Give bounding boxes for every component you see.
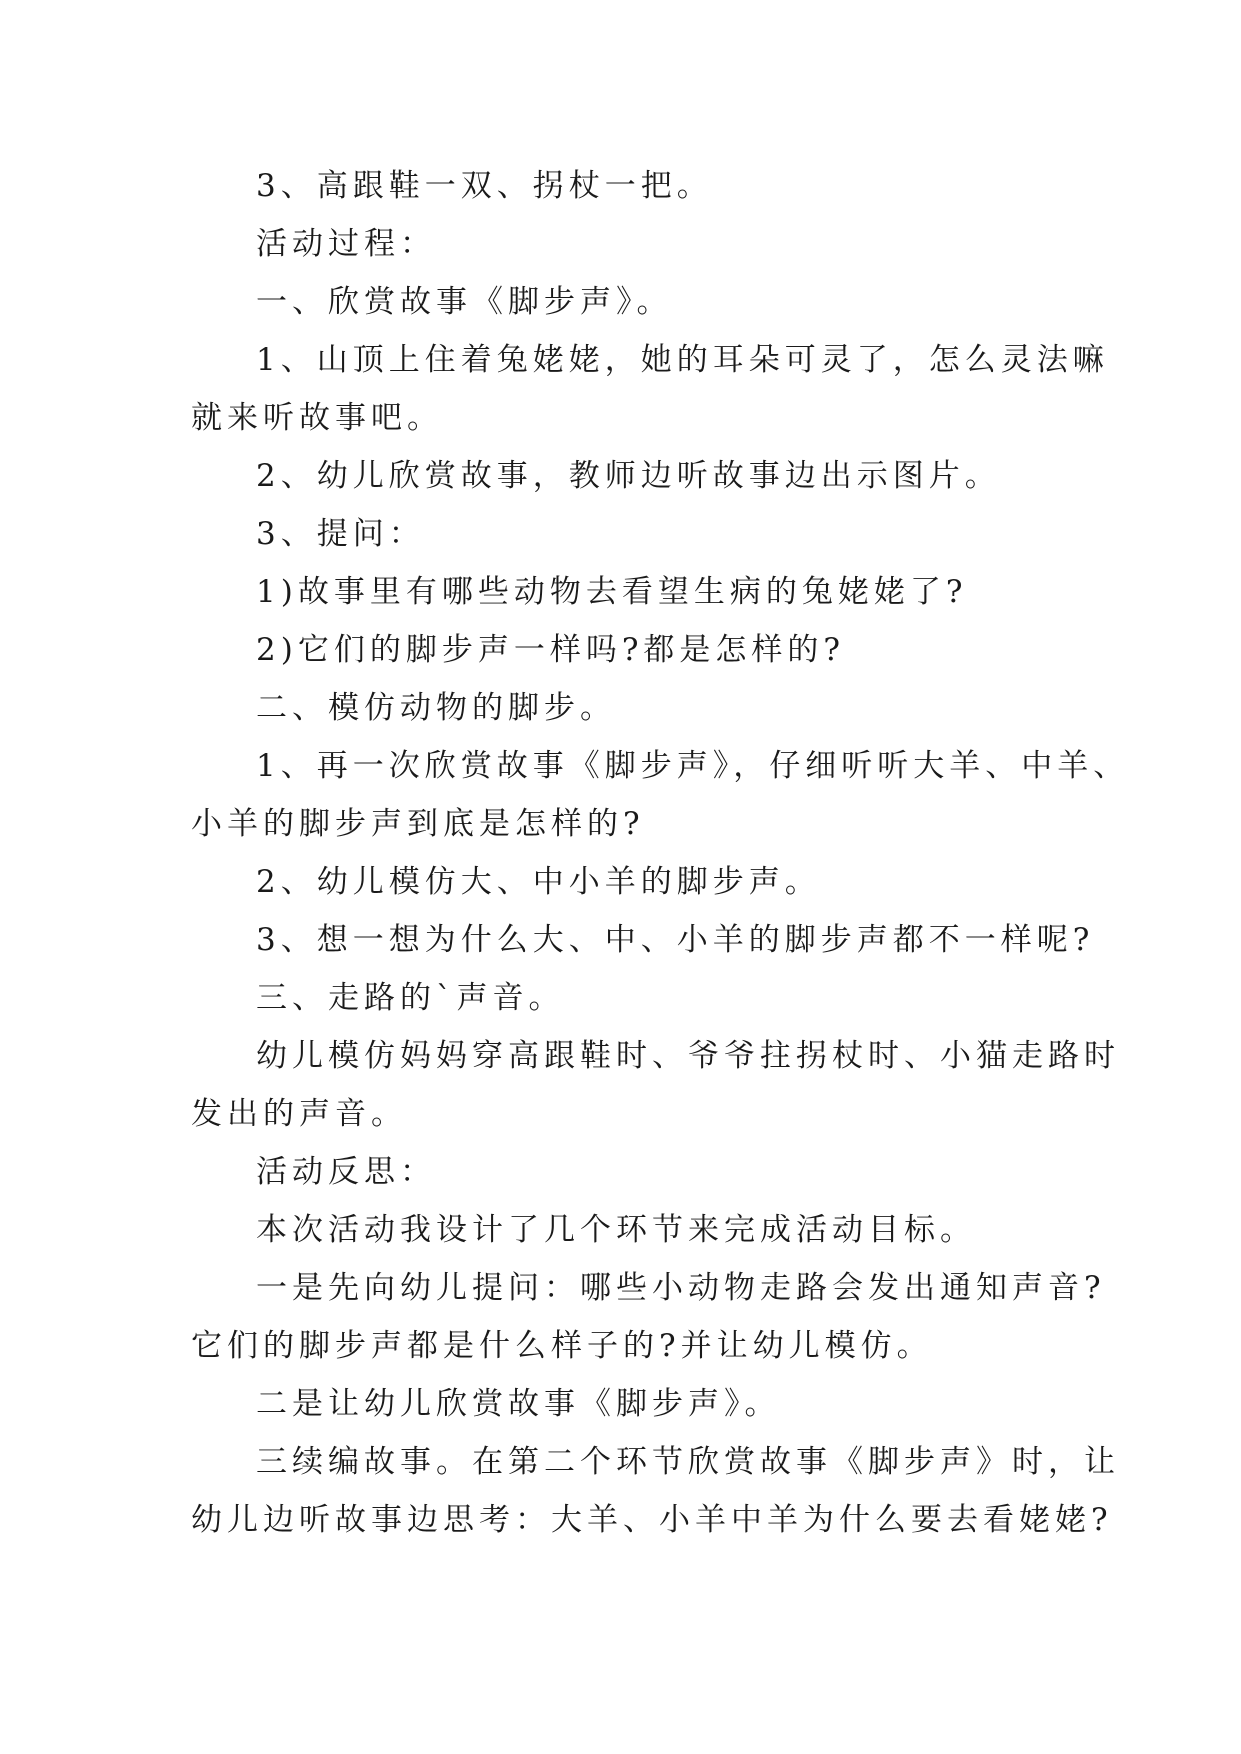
text-line: 三续编故事。在第二个环节欣赏故事《脚步声》时，让 bbox=[256, 1444, 1120, 1480]
text-line: 就来听故事吧。 bbox=[191, 400, 443, 436]
text-line: 1)故事里有哪些动物去看望生病的兔姥姥了? bbox=[256, 574, 968, 610]
text-line: 一、欣赏故事《脚步声》。 bbox=[256, 284, 673, 320]
text-line: 三、走路的`声音。 bbox=[256, 980, 565, 1016]
text-line: 3、高跟鞋一双、拐杖一把。 bbox=[256, 168, 713, 204]
text-line: 活动反思： bbox=[256, 1154, 436, 1190]
text-line: 2、幼儿欣赏故事，教师边听故事边出示图片。 bbox=[256, 458, 1001, 494]
text-line: 活动过程： bbox=[256, 226, 436, 262]
text-line: 幼儿边听故事边思考：大羊、小羊中羊为什么要去看姥姥? bbox=[191, 1502, 1113, 1538]
text-line: 3、提问： bbox=[256, 516, 425, 552]
text-line: 3、想一想为什么大、中、小羊的脚步声都不一样呢? bbox=[256, 922, 1095, 958]
text-line: 它们的脚步声都是什么样子的?并让幼儿模仿。 bbox=[191, 1328, 933, 1364]
text-line: 1、再一次欣赏故事《脚步声》，仔细听听大羊、中羊、 bbox=[256, 748, 1130, 784]
text-line: 2、幼儿模仿大、中小羊的脚步声。 bbox=[256, 864, 821, 900]
text-line: 小羊的脚步声到底是怎样的? bbox=[191, 806, 645, 842]
text-line: 二、模仿动物的脚步。 bbox=[256, 690, 616, 726]
text-line: 发出的声音。 bbox=[191, 1096, 407, 1132]
text-line: 1、山顶上住着兔姥姥，她的耳朵可灵了，怎么灵法嘛 bbox=[256, 342, 1109, 378]
text-line: 一是先向幼儿提问：哪些小动物走路会发出通知声音? bbox=[256, 1270, 1106, 1306]
text-line: 幼儿模仿妈妈穿高跟鞋时、爷爷拄拐杖时、小猫走路时 bbox=[256, 1038, 1120, 1074]
text-line: 二是让幼儿欣赏故事《脚步声》。 bbox=[256, 1386, 781, 1422]
text-line: 2)它们的脚步声一样吗?都是怎样的? bbox=[256, 632, 846, 668]
text-line: 本次活动我设计了几个环节来完成活动目标。 bbox=[256, 1212, 976, 1248]
